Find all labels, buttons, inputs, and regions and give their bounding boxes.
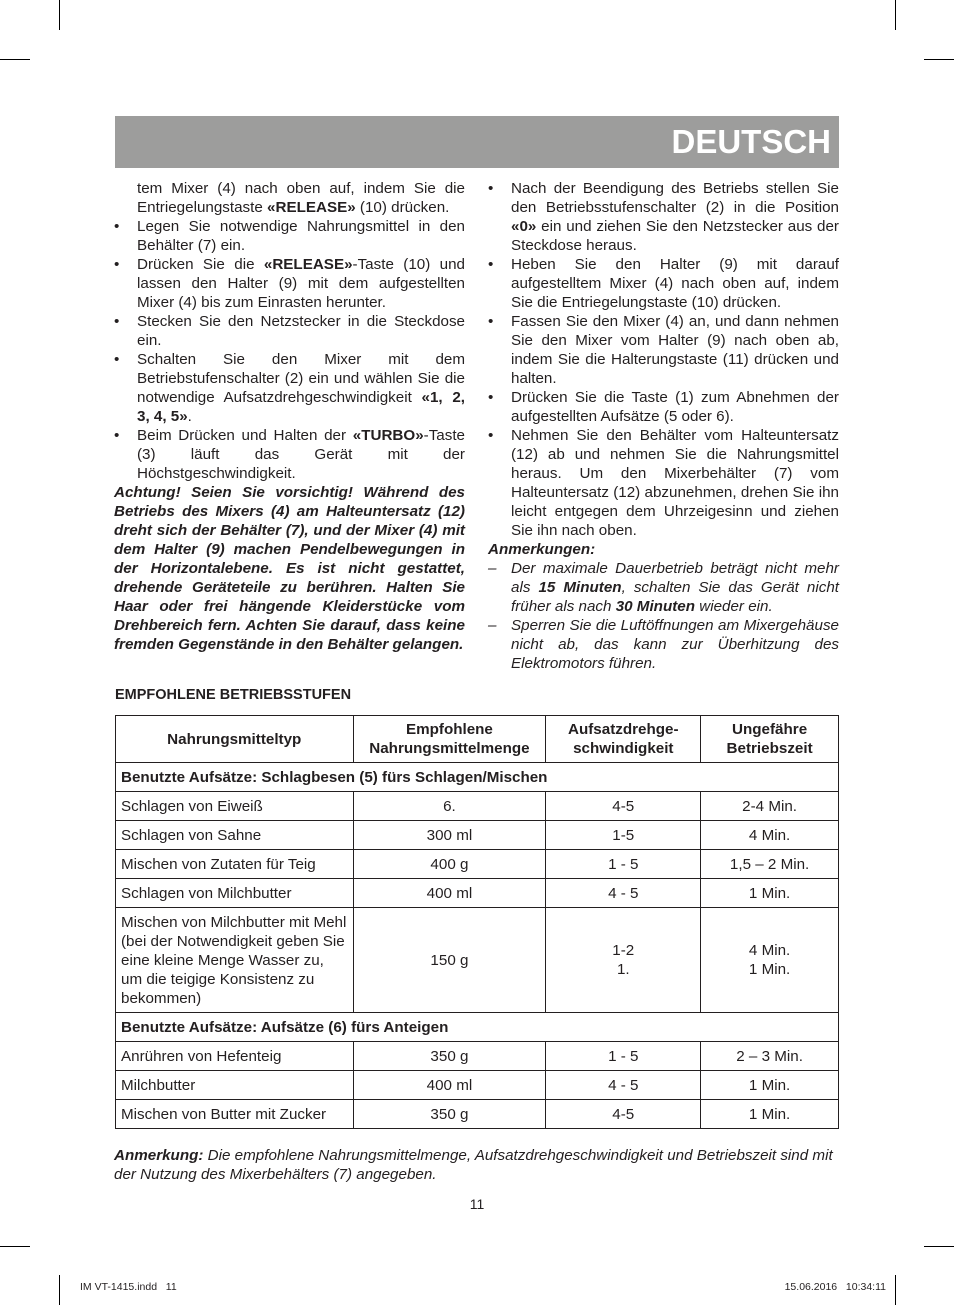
bullet-icon: • (488, 389, 494, 406)
table-row: Mischen von Milchbutter mit Mehl (bei der Notwendigkeit geben Sie eine kleine Menge Wasser zu, um die teigige Konsistenz zu bekommen) 150 g 1-2 1. 4 Min. 1 Min. (116, 908, 839, 1013)
language-header-bar (115, 116, 839, 168)
footnote-label: Anmerkung: (114, 1147, 204, 1164)
table-row: Mischen von Zutaten für Teig 400 g 1 - 5 1,5 – 2 Min. (116, 850, 839, 879)
list-item: • Drücken Sie die Taste (1) zum Abnehmen der aufgestellten Aufsätze (5 oder 6). (488, 389, 839, 425)
slug-filename: IM VT-1415.indd 11 (80, 1281, 177, 1293)
bullet-icon: • (114, 256, 120, 273)
bullet-icon: • (488, 180, 494, 197)
footnote-text: Die empfohlene Nahrungsmittelmenge, Aufsatzdrehgeschwindigkeit und Betriebszeit sind mit der Nutzung des Mixerbehälters (7) angegeben. (114, 1147, 833, 1183)
left-column (114, 179, 465, 654)
bullet-icon: • (488, 256, 494, 273)
table-row: Schlagen von Eiweiß 6. 4-5 2-4 Min. (116, 792, 839, 821)
table-row: Anrühren von Hefenteig 350 g 1 - 5 2 – 3 Min. (116, 1042, 839, 1071)
list-item: • Drücken Sie die «RELEASE»-Taste (10) und lassen den Halter (9) mit dem aufgestellten Mixer (4) bis zum Einrasten herunter. (114, 256, 465, 311)
list-item: • Beim Drücken und Halten der «TURBO»-Taste (3) läuft das Gerät mit der Höchstgeschwindigkeit. (114, 427, 465, 482)
right-column (488, 179, 839, 673)
list-item: • Nehmen Sie den Behälter vom Halteuntersatz (12) ab und nehmen Sie die Nahrungsmittel heraus. Um den Mixerbehälter (7) vom Halteuntersatz (12) abzunehmen, drehen Sie ihn leicht entgegen dem Uhrzeigesinn und ziehen Sie ihn nach oben. (488, 427, 839, 539)
list-item: • Legen Sie notwendige Nahrungsmittel in den Behälter (7) ein. (114, 218, 465, 254)
note-item: – Der maximale Dauerbetrieb beträgt nicht mehr als 15 Minuten, schalten Sie das Gerät nicht früher als nach 30 Minuten wieder ein. (488, 560, 839, 615)
crop-mark (895, 0, 896, 30)
warning-paragraph: Achtung! Seien Sie vorsichtig! Während des Betriebs des Mixers (4) am Halteuntersatz (12) dreht sich der Behälter (7), und der Mixer (4) mit dem Halter (9) machen Pendelbewegungen in der Horizontalebene. Es ist nicht gestattet, drehende Geräteteile zu berühren. Halten Sie Haar oder frei hängende Kleiderstücke vom Drehbereich fern. Achten Sie darauf, dass keine fremden Gegenstände in den Behälter gelangen. (114, 484, 465, 653)
section-label: Benutzte Aufsätze: Aufsätze (6) fürs Anteigen (116, 1013, 839, 1042)
table-section-row (116, 1013, 839, 1042)
table-row: Mischen von Butter mit Zucker 350 g 4-5 1 Min. (116, 1100, 839, 1129)
bullet-icon: • (114, 427, 120, 444)
crop-mark (924, 1246, 954, 1247)
slug-datetime: 15.06.2016 10:34:11 (784, 1281, 886, 1293)
crop-mark (0, 59, 30, 60)
dash-icon: – (488, 617, 497, 634)
list-item: • Heben Sie den Halter (9) mit darauf aufgestelltem Mixer (4) nach oben auf, indem Sie die Entriegelungstaste (10) drücken. (488, 256, 839, 311)
list-item: • Schalten Sie den Mixer mit dem Betriebstufenschalter (2) ein und wählen Sie die notwendige Aufsatzdrehgeschwindigkeit «1, 2, 3, 4, 5». (114, 351, 465, 425)
recommended-settings-table (115, 715, 839, 1129)
table-section-row (116, 763, 839, 792)
intro-line-2c: (10) drücken. (355, 199, 450, 216)
table-row: Schlagen von Milchbutter 400 ml 4 - 5 1 Min. (116, 879, 839, 908)
crop-mark (59, 1275, 60, 1305)
intro-line-2a: Entriegelungstaste (137, 199, 268, 216)
table-title: EMPFOHLENE BETRIEBSSTUFEN (115, 687, 352, 703)
table-header: Empfohlene Nahrungsmittelmenge (353, 716, 546, 763)
note-item: – Sperren Sie die Luftöffnungen am Mixergehäuse nicht ab, das kann zur Überhitzung des Elektromotors führen. (488, 617, 839, 672)
bullet-icon: • (488, 427, 494, 444)
bullet-icon: • (114, 313, 120, 330)
table-header: Aufsatzdrehge-schwindigkeit (546, 716, 701, 763)
list-item: • Stecken Sie den Netzstecker in die Steckdose ein. (114, 313, 465, 349)
bullet-icon: • (488, 313, 494, 330)
table-footnote (114, 1146, 840, 1184)
intro-line-1: tem Mixer (4) nach oben auf, indem Sie die (137, 180, 465, 197)
crop-mark (59, 0, 60, 30)
intro-continuation (114, 179, 465, 217)
notes-heading: Anmerkungen: (488, 541, 596, 558)
crop-mark (895, 1275, 896, 1305)
table-header-row (116, 716, 839, 763)
section-label: Benutzte Aufsätze: Schlagbesen (5) fürs Schlagen/Mischen (116, 763, 839, 792)
crop-mark (0, 1246, 30, 1247)
table-row: Schlagen von Sahne 300 ml 1-5 4 Min. (116, 821, 839, 850)
table-row: Milchbutter 400 ml 4 - 5 1 Min. (116, 1071, 839, 1100)
list-item: • Fassen Sie den Mixer (4) an, und dann nehmen Sie den Mixer vom Halter (9) nach oben ab, indem Sie die Halterungstaste (11) drücken und halten. (488, 313, 839, 387)
bullet-icon: • (114, 218, 120, 235)
crop-mark (924, 59, 954, 60)
table-header: Nahrungsmitteltyp (116, 716, 354, 763)
bullet-icon: • (114, 351, 120, 368)
dash-icon: – (488, 560, 497, 577)
list-item: • Nach der Beendigung des Betriebs stellen Sie den Betriebsstufenschalter (2) in die Position «0» ein und ziehen Sie den Netzstecker aus der Steckdose heraus. (488, 180, 839, 254)
table-header: Ungefähre Betriebszeit (701, 716, 839, 763)
language-title: DEUTSCH (671, 123, 831, 160)
release-label: «RELEASE» (267, 199, 356, 216)
page-number: 11 (469, 1196, 485, 1212)
